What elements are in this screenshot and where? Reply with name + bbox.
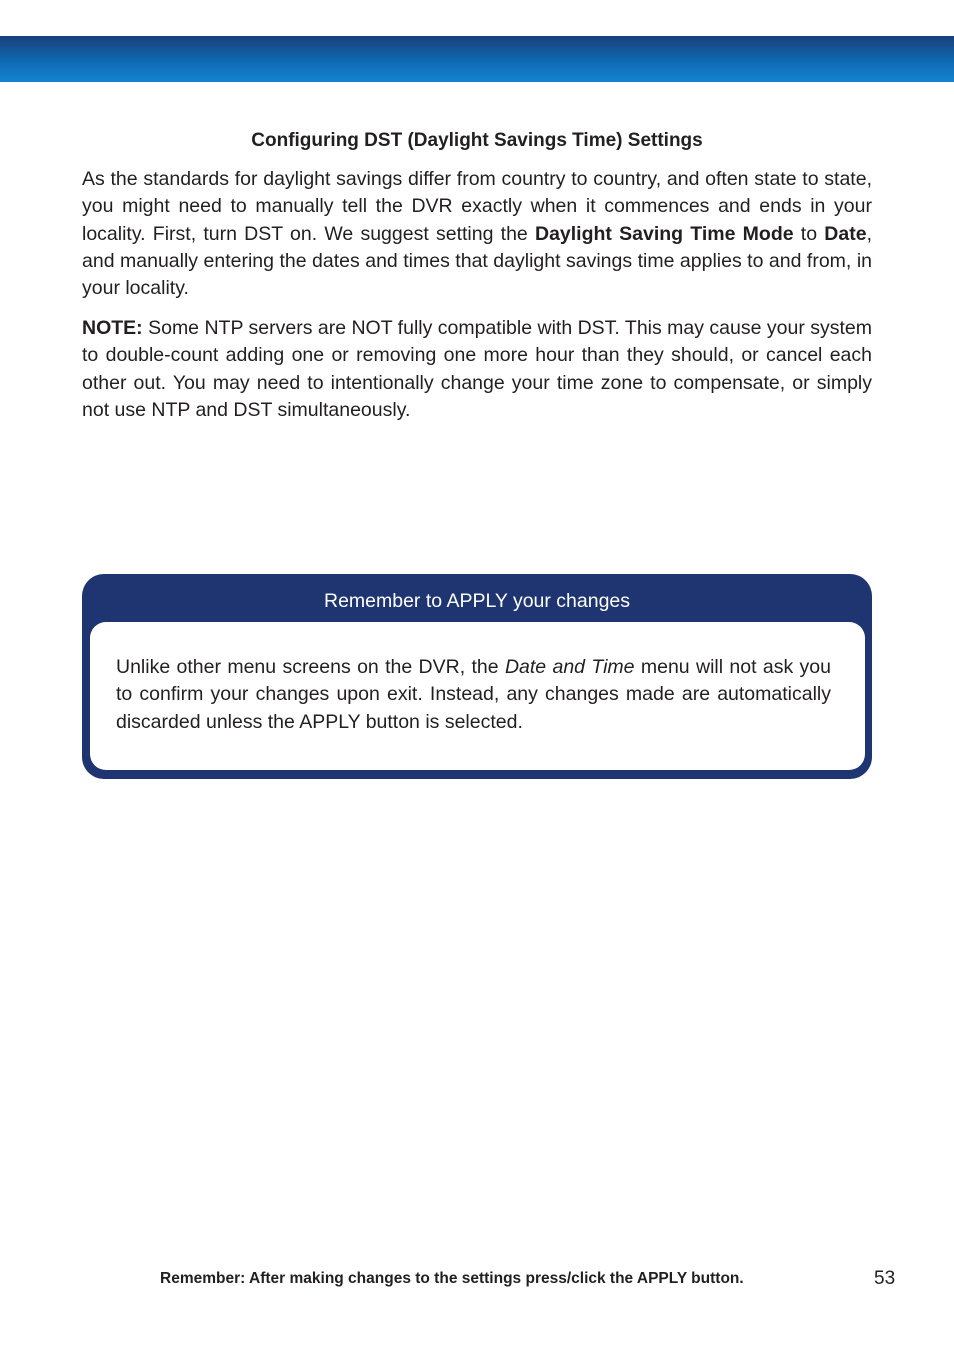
note-label: NOTE: <box>82 317 143 339</box>
dst-paragraph <box>82 166 872 302</box>
section-title: Configuring DST (Daylight Savings Time) Settings <box>251 130 703 151</box>
callout-text-1: Unlike other menu screens on the DVR, the <box>116 656 505 678</box>
page-number: 53 <box>874 1268 896 1289</box>
callout-text <box>116 654 831 736</box>
callout-text-2: menu will not ask you to confirm your changes upon exit. Instead, any changes made are automatically discarded unless the APPLY button is selected. <box>116 656 831 733</box>
dst-text-2: to <box>793 222 825 245</box>
dst-date-term: Date <box>824 222 867 245</box>
dst-text-3: , and manually entering the dates and times that daylight savings time applies to and from, in your locality. <box>82 222 872 300</box>
dst-mode-term: Daylight Saving Time Mode <box>534 222 794 245</box>
apply-reminder-callout <box>82 574 872 779</box>
footer-reminder: Remember: After making changes to the settings press/click the APPLY button. <box>160 1270 744 1287</box>
dst-text-1: As the standards for daylight savings differ from country to country, and often state to state, you might need to manually tell the DVR exactly when it commences and ends in your locality. First, turn DST on. We suggest setting the <box>82 168 872 245</box>
note-paragraph <box>82 315 872 424</box>
note-text: Some NTP servers are NOT fully compatible with DST. This may cause your system to double-count adding one or removing one more hour than they should, or cancel each other out. You may need to intentionally change your time zone to compensate, or simply not use NTP and DST simultaneously. <box>82 317 872 421</box>
header-band <box>0 36 954 82</box>
callout-title: Remember to APPLY your changes <box>323 590 631 612</box>
callout-body <box>90 622 865 770</box>
callout-menu-name: Date and Time <box>504 656 635 678</box>
